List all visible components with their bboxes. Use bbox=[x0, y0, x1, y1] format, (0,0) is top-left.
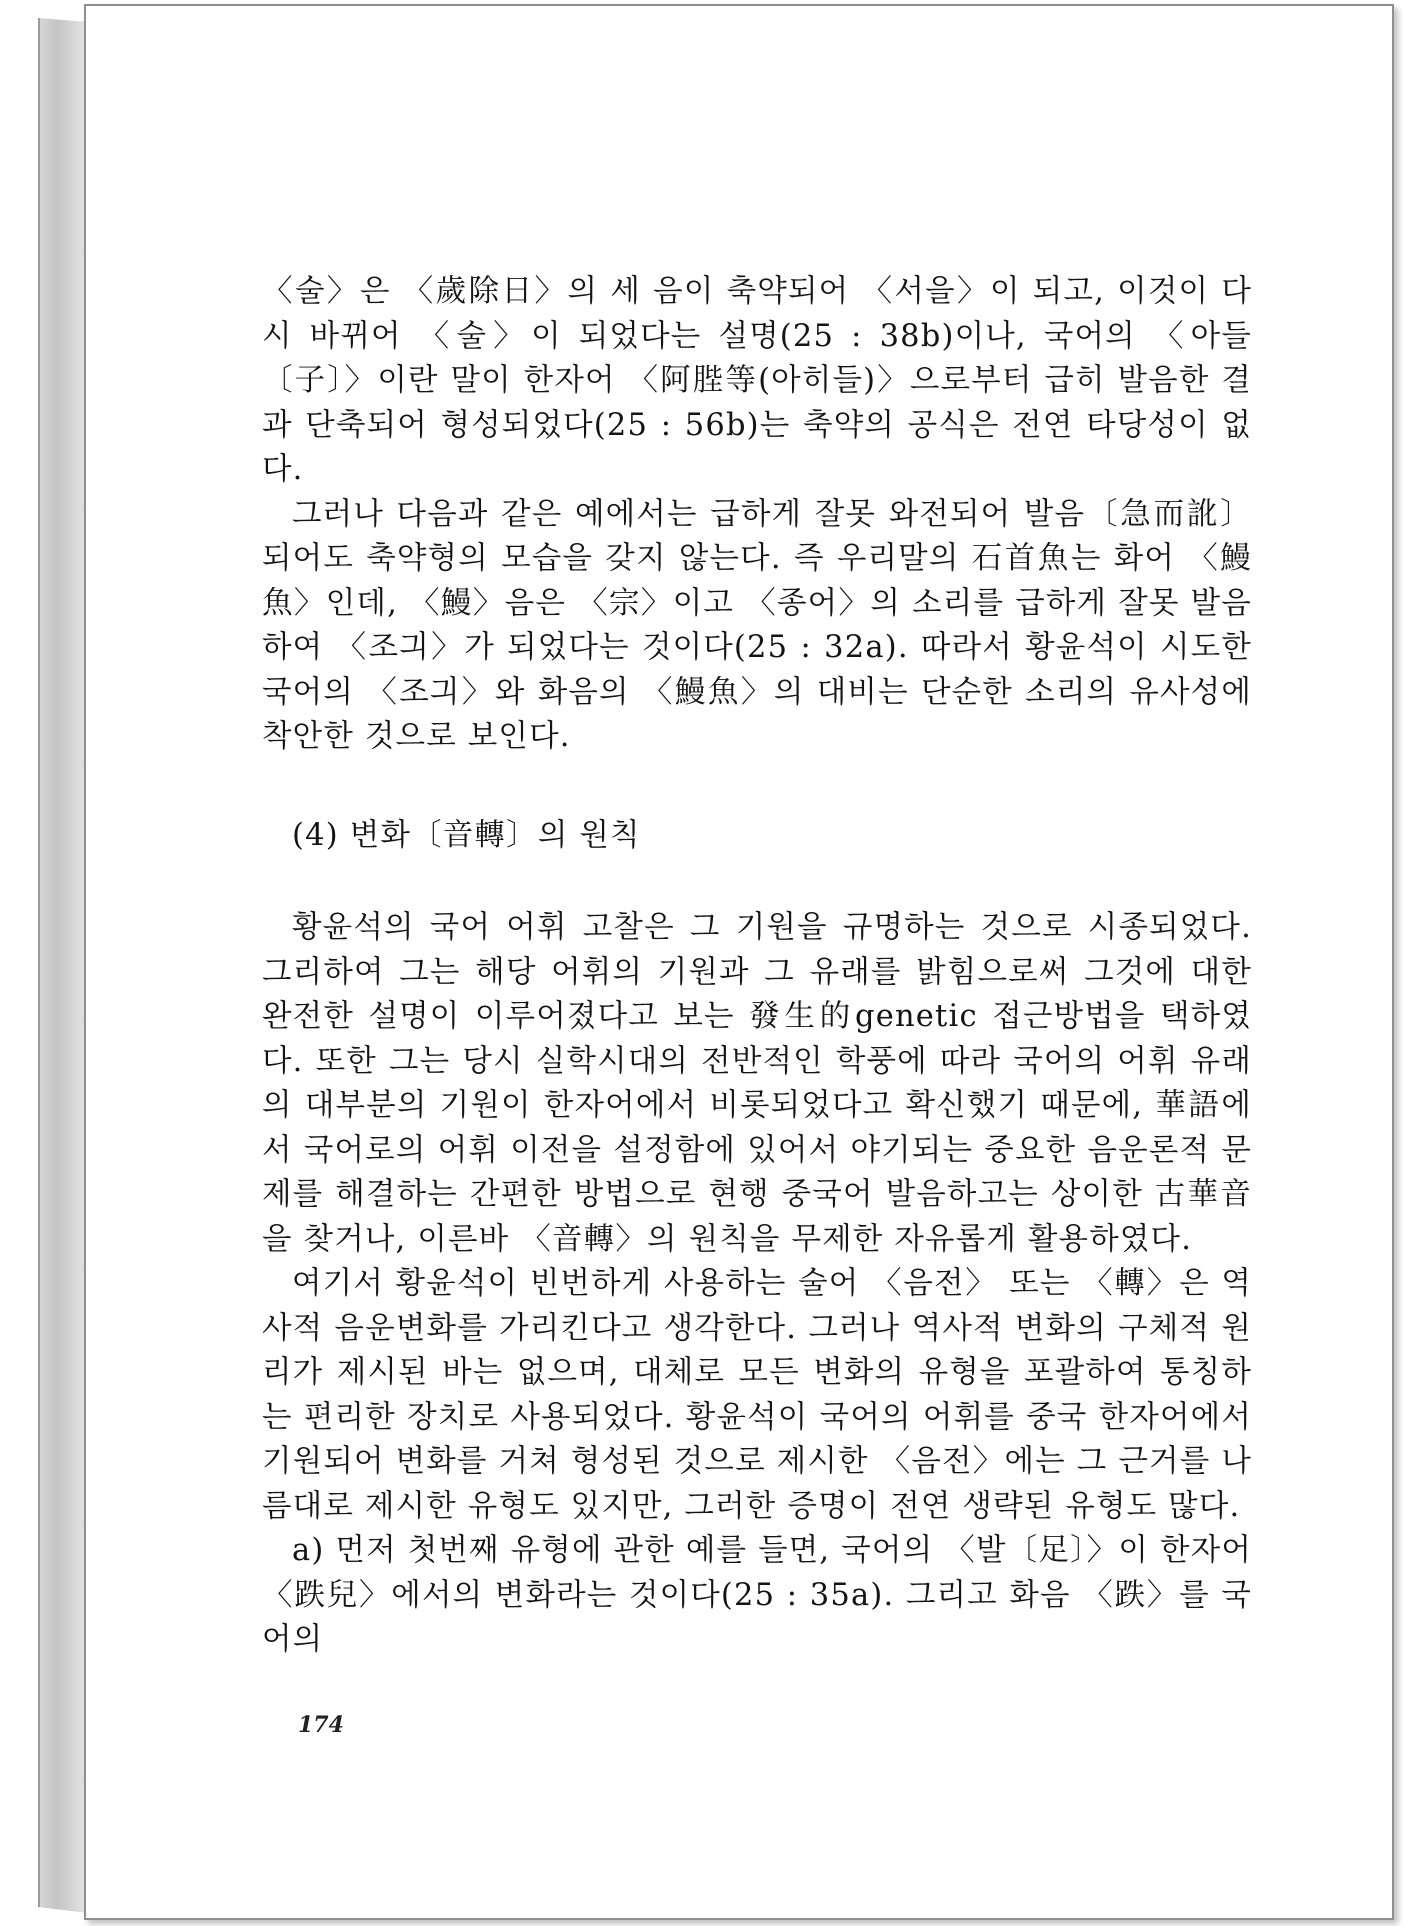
book-spine bbox=[38, 18, 88, 1913]
paragraph: a) 먼저 첫번째 유형에 관한 예를 들면, 국어의 〈발〔足〕〉이 한자어 〈跌兒〉에서의 변화라는 것이다(25 : 35a). 그리고 화음 〈跌〉를 국어의 bbox=[262, 1533, 1252, 1657]
paragraph: 여기서 황윤석이 빈번하게 사용하는 술어 〈음전〉 또는 〈轉〉은 역사적 음운변화를 가리킨다고 생각한다. 그러나 역사적 변화의 구체적 원리가 제시된 바는 없으며, 대체로 모든 변화의 유형을 포괄하여 통칭하는 편리한 장치로 사용되었다. 황윤석이 국어의 어휘를 중국 한자어에서 기원되어 변화를 거쳐 형성된 것으로 제시한 〈음전〉에는 그 근거를 나름대로 제시한 유형도 있지만, 그러한 증명이 전연 생략된 유형도 많다. bbox=[262, 1266, 1252, 1524]
paragraph: 〈술〉은 〈歲除日〉의 세 음이 축약되어 〈서을〉이 되고, 이것이 다시 바뀌어 〈술〉이 되었다는 설명(25 : 38b)이나, 국어의 〈아들〔子〕〉이란 말이 한자어 〈阿䏶等(아히들)〉으로부터 급히 발음한 결과 단축되어 형성되었다(25 : 56b)는 축약의 공식은 전연 타당성이 없다. bbox=[262, 274, 1252, 487]
section-heading: (4) 변화〔音轉〕의 원칙 bbox=[292, 817, 641, 853]
paragraph: 그러나 다음과 같은 예에서는 급하게 잘못 와전되어 발음〔急而訛〕되어도 축약형의 모습을 갖지 않는다. 즉 우리말의 石首魚는 화어 〈鰻魚〉인데, 〈鰻〉음은 〈宗〉이고 〈종어〉의 소리를 급하게 잘못 발음하여 〈조긔〉가 되었다는 것이다(25 : 32a). 따라서 황윤석이 시도한 국어의 〈조긔〉와 화음의 〈鰻魚〉의 대비는 단순한 소리의 유사성에 착안한 것으로 보인다. bbox=[262, 496, 1252, 754]
page-number: 174 bbox=[298, 1712, 344, 1738]
paragraph: 황윤석의 국어 어휘 고찰은 그 기원을 규명하는 것으로 시종되었다. 그리하여 그는 해당 어휘의 기원과 그 유래를 밝힘으로써 그것에 대한 완전한 설명이 이루어졌다고 보는 發生的genetic 접근방법을 택하였다. 또한 그는 당시 실학시대의 전반적인 학풍에 따라 국어의 어휘 유래의 대부분의 기원이 한자어에서 비롯되었다고 확신했기 때문에, 華語에서 국어로의 어휘 이전을 설정함에 있어서 야기되는 중요한 음운론적 문제를 해결하는 간편한 방법으로 현행 중국어 발음하고는 상이한 古華音을 찾거나, 이른바 〈音轉〉의 원칙을 무제한 자유롭게 활용하였다. bbox=[262, 910, 1252, 1257]
page-body bbox=[262, 270, 1252, 1663]
